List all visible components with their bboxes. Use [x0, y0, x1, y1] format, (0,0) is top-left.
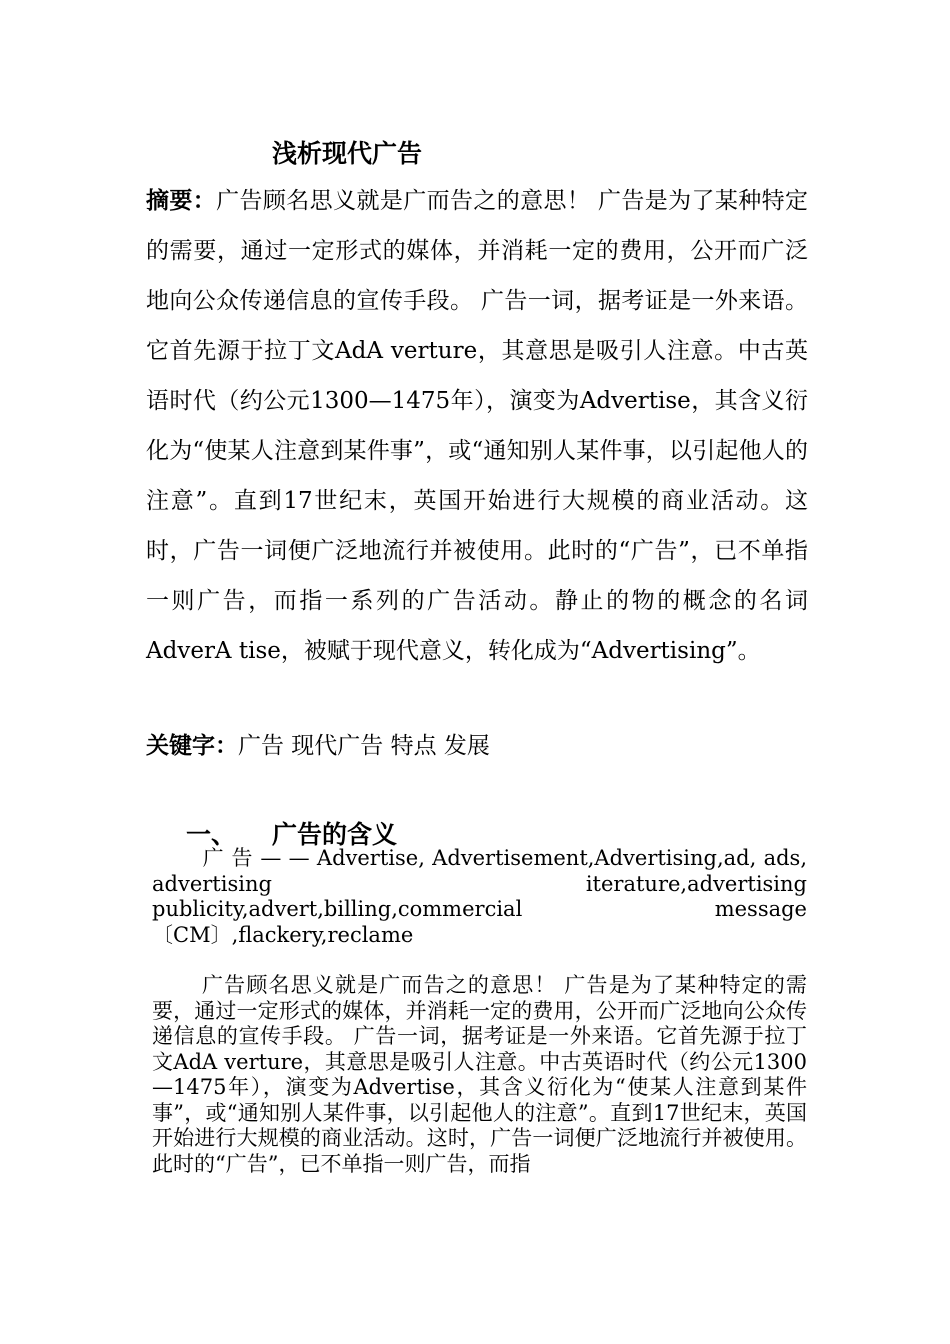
section-number: 一、: [186, 820, 237, 849]
document-title: 浅析现代广告: [272, 139, 423, 168]
definition-paragraph: [152, 846, 807, 948]
keywords-label: 关键字：: [146, 733, 238, 759]
keywords-paragraph: [146, 726, 808, 766]
section-title: 广告的含义: [272, 820, 398, 849]
keywords-text: 广告 现代广告 特点 发展: [238, 733, 490, 759]
abstract-text: 广告顾名思义就是广而告之的意思！ 广告是为了某种特定的需要，通过一定形式的媒体，并消耗一定的费用，公开而广泛地向公众传递信息的宣传手段。 广告一词，据考证是一外来语。它首先源于拉丁文AdA verture，其意思是吸引人注意。中古英语时代（约公元1300—1475年），演变为Advertise，其含义衍化为“使某人注意到某件事”，或“通知别人某件事，以引起他人的注意”。直到17世纪末，英国开始进行大规模的商业活动。这时，广告一词便广泛地流行并被使用。此时的“广告”，已不单指一则广告，而指一系列的广告活动。静止的物的概念的名词AdverA tise，被赋于现代意义，转化成为“Advertising”。: [146, 188, 809, 664]
definition-text: 广 告 — — Advertise, Advertisement,Advertising,ad, ads, advertising iterature,advertising publicity,advert,billing,commercial message〔CM〕,flackery,reclame: [152, 846, 807, 947]
abstract-label: 摘要：: [146, 188, 217, 214]
abstract-paragraph: [146, 176, 808, 676]
section-body-paragraph: 广告顾名思义就是广而告之的意思！ 广告是为了某种特定的需要，通过一定形式的媒体，并消耗一定的费用，公开而广泛地向公众传递信息的宣传手段。 广告一词，据考证是一外来语。它首先源于拉丁文AdA verture，其意思是吸引人注意。中古英语时代（约公元1300—1475年），演变为Advertise，其含义衍化为“使某人注意到某件事”，或“通知别人某件事，以引起他人的注意”。直到17世纪末，英国开始进行大规模的商业活动。这时，广告一词便广泛地流行并被使用。此时的“广告”，已不单指一则广告，而指: [152, 973, 807, 1176]
